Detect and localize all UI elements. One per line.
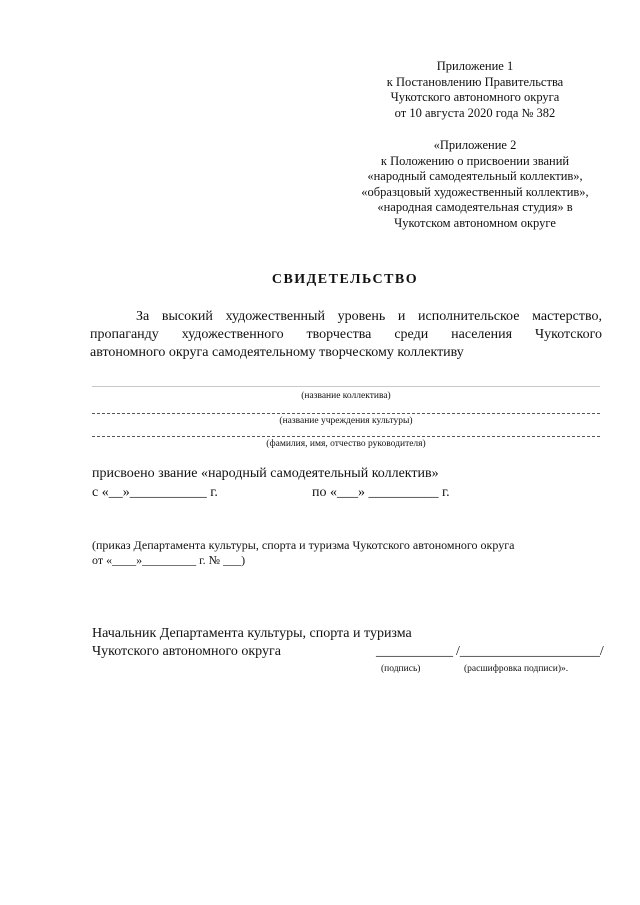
head-name-line	[92, 436, 600, 437]
appendix-2-line: «образцовый художественный коллектив»,	[361, 184, 589, 199]
collective-name-caption: (название коллектива)	[301, 391, 391, 401]
intro-word: мастерство,	[532, 309, 602, 324]
intro-word: уровень	[337, 309, 386, 324]
appendix-1-line: Приложение 1	[436, 59, 514, 73]
intro-word: художественный	[225, 309, 325, 324]
appendix-2-line: «народная самодеятельная студия» в	[377, 200, 573, 214]
institution-name-caption: (название учреждения культуры)	[279, 416, 413, 426]
head-name-caption: (фамилия, имя, отчество руководителя)	[266, 439, 426, 449]
signature-decode-caption: (расшифровка подписи)».	[464, 664, 569, 674]
intro-word: исполнительское	[418, 309, 520, 324]
intro-line-2	[90, 326, 602, 344]
collective-name-line	[92, 386, 600, 387]
appendix-2-line: к Положению о присвоении званий	[380, 153, 570, 168]
intro-word: пропаганду	[90, 327, 159, 342]
appendix-1-line: Чукотского автономного округа	[390, 90, 560, 104]
intro-word: художественного	[181, 327, 284, 342]
signature-caption: (подпись)	[381, 664, 421, 674]
appendix-2-line: «Приложение 2	[433, 138, 517, 152]
intro-word: высокий	[161, 309, 213, 324]
intro-line-1	[90, 308, 602, 326]
appendix-2-header	[330, 138, 620, 231]
signatory-position-line-1: Начальник Департамента культуры, спорта и туризма	[92, 626, 412, 641]
appendix-1-header	[330, 59, 620, 121]
intro-word: среди	[394, 327, 429, 342]
appendix-1-line: к Постановлению Правительства	[386, 74, 564, 89]
award-title-line: присвоено звание «народный самодеятельный коллектив»	[92, 466, 439, 481]
signature-decode-blank: /____________________/	[456, 644, 604, 659]
intro-paragraph	[90, 308, 602, 362]
intro-word: творчества	[306, 327, 372, 342]
institution-name-line	[92, 413, 600, 414]
intro-word: населения	[451, 327, 513, 342]
intro-word: За	[136, 309, 150, 324]
document-title: СВИДЕТЕЛЬСТВО	[271, 272, 419, 287]
signatory-position-line-2: Чукотского автономного округа	[92, 644, 281, 659]
appendix-1-line: от 10 августа 2020 года № 382	[394, 105, 556, 120]
order-line-2: от «____»_________ г. № ___)	[92, 553, 246, 567]
appendix-2-line: Чукотском автономном округе	[394, 215, 556, 230]
appendix-2-line: «народный самодеятельный коллектив»,	[367, 169, 583, 183]
intro-line-3: автономного округа самодеятельному творческому коллективу	[90, 345, 464, 360]
signature-blank: ___________	[376, 644, 453, 659]
award-to-date: по «___» __________ г.	[312, 485, 450, 500]
award-from-date: с «__»___________ г.	[92, 485, 218, 500]
intro-word: и	[397, 309, 406, 324]
intro-word: Чукотского	[535, 327, 602, 342]
order-line-1: (приказ Департамента культуры, спорта и туризма Чукотского автономного округа	[92, 538, 515, 552]
